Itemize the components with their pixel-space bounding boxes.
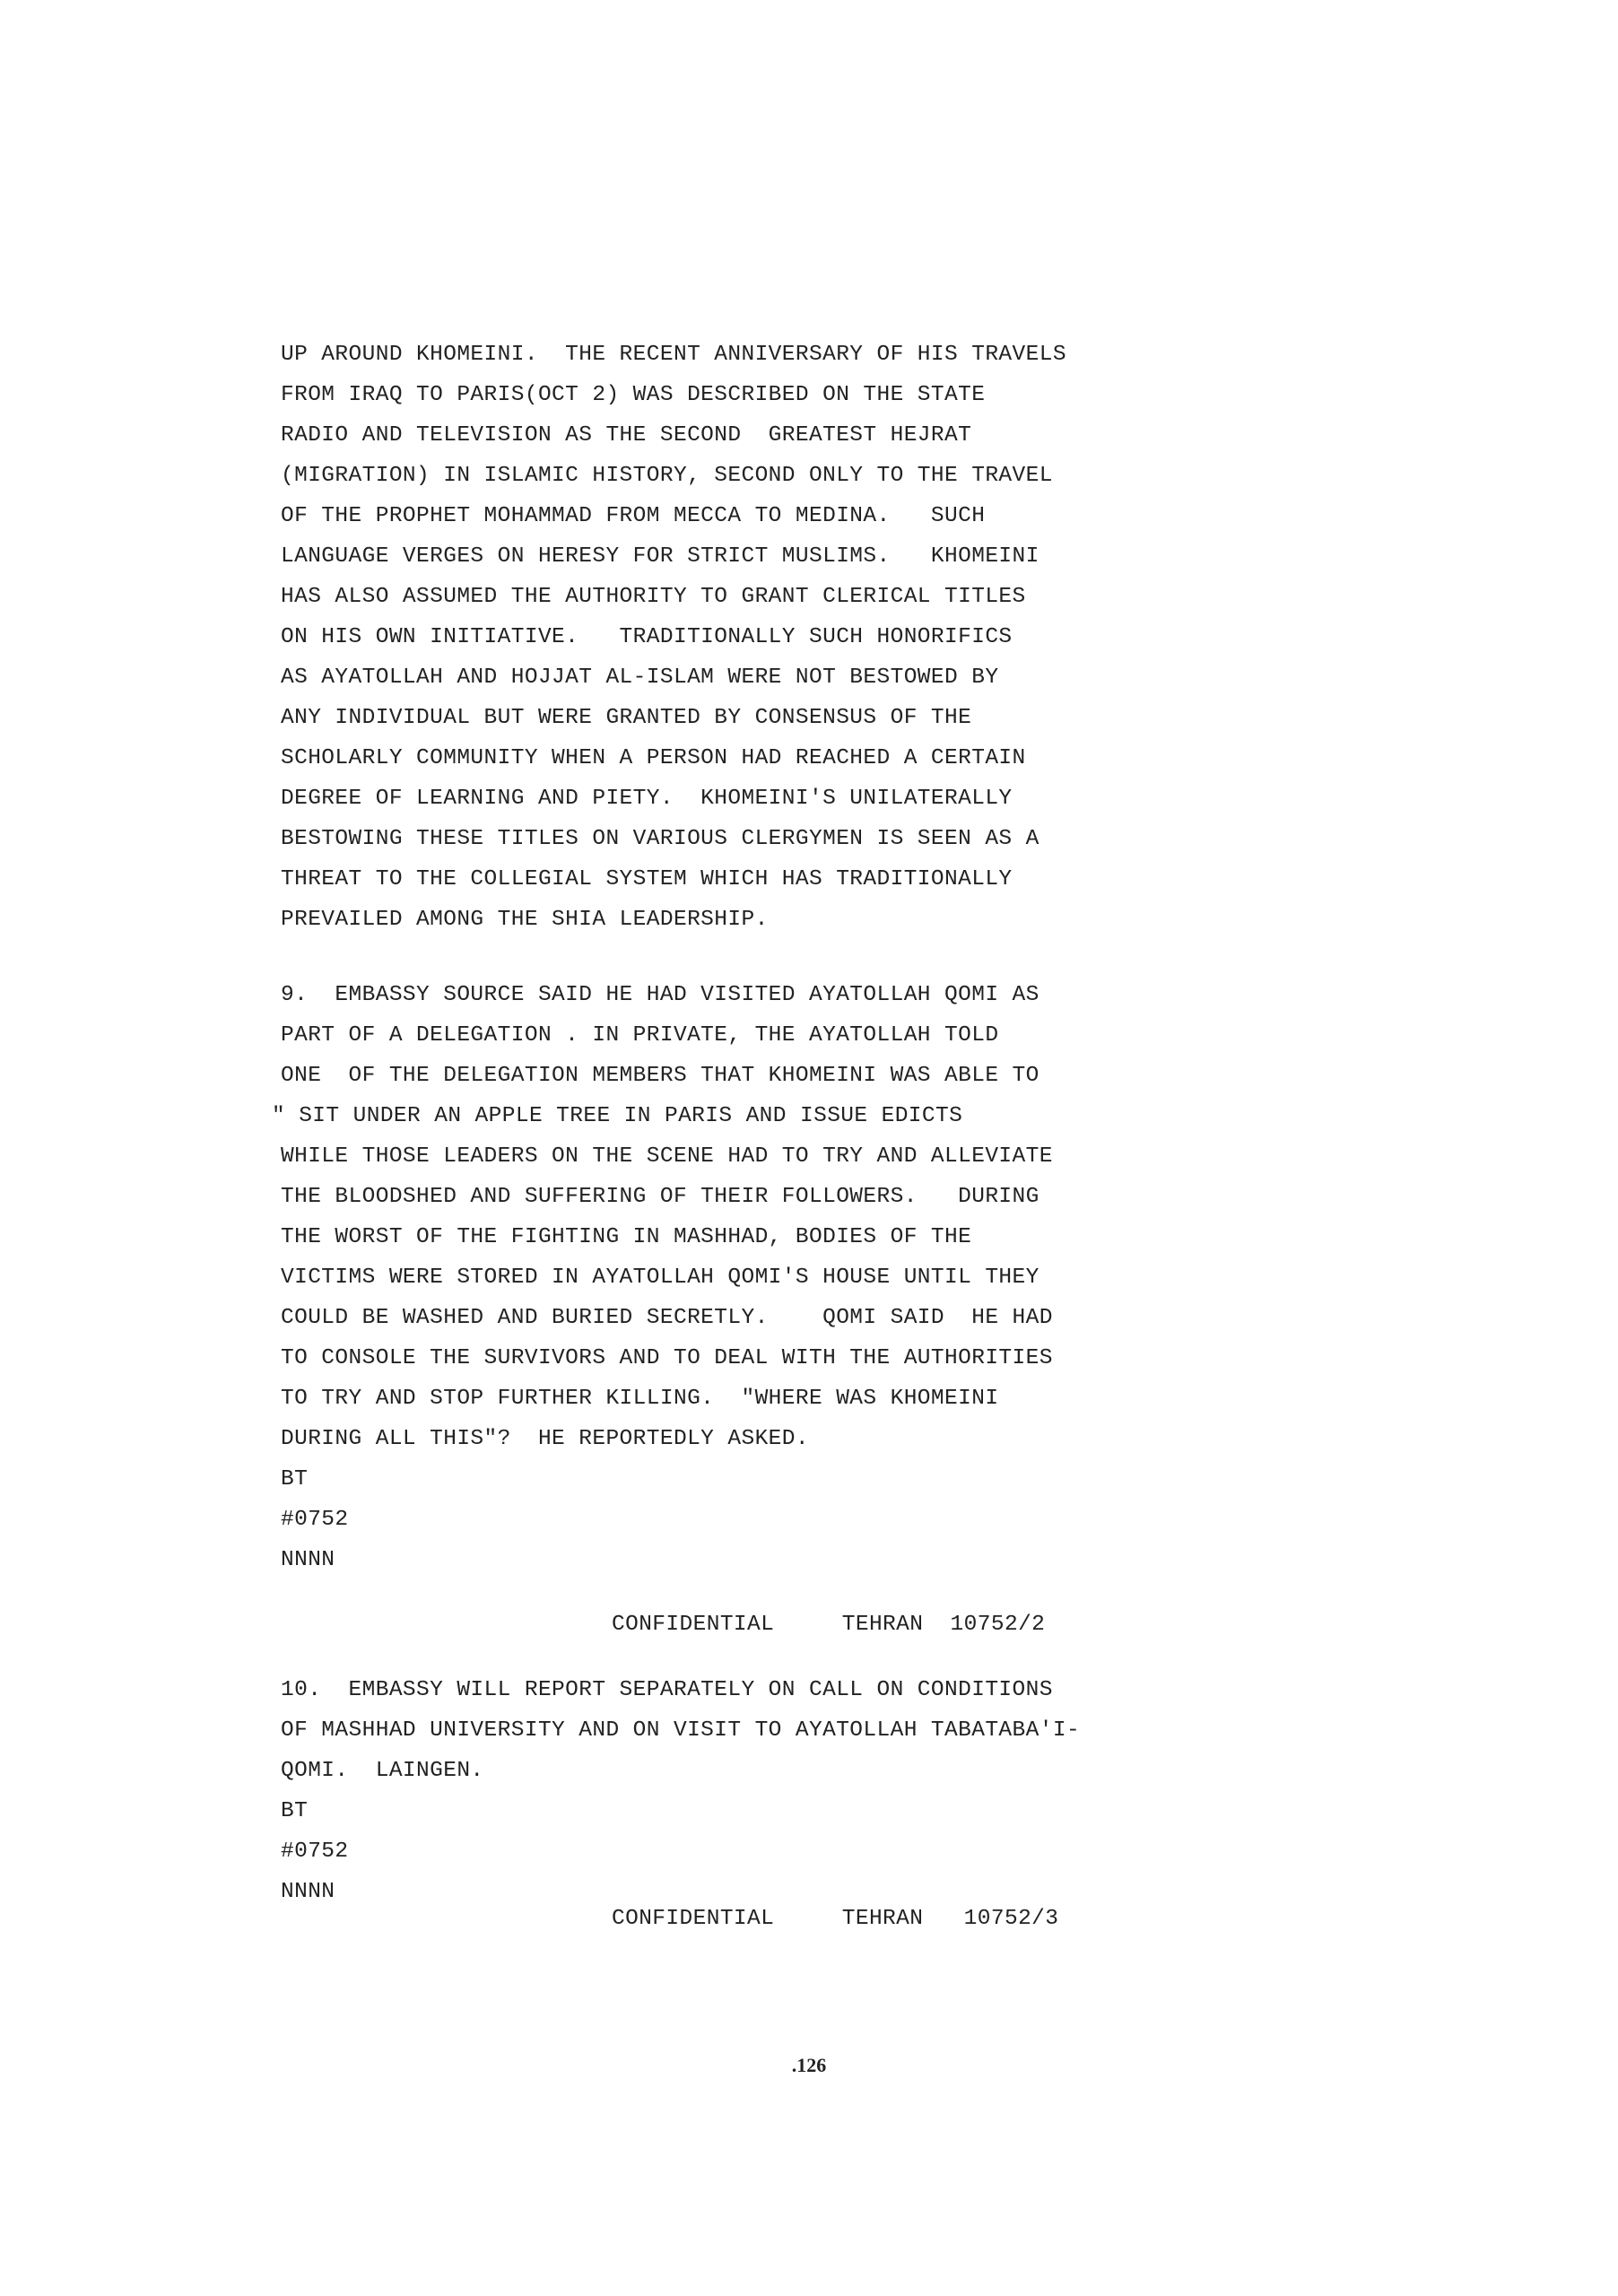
message-number: #0752: [281, 1508, 349, 1532]
text-line: HAS ALSO ASSUMED THE AUTHORITY TO GRANT CLERICAL TITLES: [281, 585, 1026, 609]
text-line: BESTOWING THESE TITLES ON VARIOUS CLERGYMEN IS SEEN AS A: [281, 827, 1040, 851]
confidential-header-3: CONFIDENTIAL TEHRAN 10752/3: [612, 1907, 1059, 1931]
text-line: PREVAILED AMONG THE SHIA LEADERSHIP.: [281, 908, 769, 932]
text-line: COULD BE WASHED AND BURIED SECRETLY. QOMI SAID HE HAD: [281, 1306, 1053, 1330]
confidential-header-2: CONFIDENTIAL TEHRAN 10752/2: [612, 1613, 1046, 1637]
text-line: TO TRY AND STOP FURTHER KILLING. "WHERE WAS KHOMEINI: [281, 1387, 999, 1411]
text-line: ONE OF THE DELEGATION MEMBERS THAT KHOMEINI WAS ABLE TO: [281, 1064, 1040, 1088]
message-number: #0752: [281, 1839, 349, 1864]
end-marker-bt: BT: [281, 1467, 309, 1492]
text-line: OF MASHHAD UNIVERSITY AND ON VISIT TO AYATOLLAH TABATABA'I-: [281, 1718, 1081, 1743]
text-line: FROM IRAQ TO PARIS(OCT 2) WAS DESCRIBED ON THE STATE: [281, 383, 986, 407]
text-line: LANGUAGE VERGES ON HERESY FOR STRICT MUSLIMS. KHOMEINI: [281, 544, 1040, 569]
text-line: ANY INDIVIDUAL BUT WERE GRANTED BY CONSENSUS OF THE: [281, 706, 972, 730]
text-line: RADIO AND TELEVISION AS THE SECOND GREATEST HEJRAT: [281, 423, 972, 448]
text-line: WHILE THOSE LEADERS ON THE SCENE HAD TO TRY AND ALLEVIATE: [281, 1144, 1053, 1169]
text-line: 9. EMBASSY SOURCE SAID HE HAD VISITED AYATOLLAH QOMI AS: [281, 983, 1040, 1007]
end-marker-nnnn: NNNN: [281, 1548, 335, 1572]
text-line: THE BLOODSHED AND SUFFERING OF THEIR FOLLOWERS. DURING: [281, 1185, 1040, 1209]
paragraph-continuation: [281, 335, 1231, 940]
text-line: 10. EMBASSY WILL REPORT SEPARATELY ON CALL ON CONDITIONS: [281, 1678, 1053, 1702]
text-line: VICTIMS WERE STORED IN AYATOLLAH QOMI'S HOUSE UNTIL THEY: [281, 1265, 1040, 1290]
end-marker-nnnn: NNNN: [281, 1880, 335, 1904]
text-line: (MIGRATION) IN ISLAMIC HISTORY, SECOND ONLY TO THE TRAVEL: [281, 464, 1053, 488]
text-line: OF THE PROPHET MOHAMMAD FROM MECCA TO MEDINA. SUCH: [281, 504, 986, 528]
paragraph-9: [272, 975, 1231, 1580]
text-line: THREAT TO THE COLLEGIAL SYSTEM WHICH HAS TRADITIONALLY: [281, 867, 1013, 891]
text-line: AS AYATOLLAH AND HOJJAT AL-ISLAM WERE NOT BESTOWED BY: [281, 665, 999, 690]
text-line: " SIT UNDER AN APPLE TREE IN PARIS AND ISSUE EDICTS: [272, 1104, 963, 1128]
page-number: .126: [791, 2054, 827, 2076]
text-line: PART OF A DELEGATION . IN PRIVATE, THE AYATOLLAH TOLD: [281, 1023, 999, 1048]
paragraph-10: [281, 1670, 1231, 1912]
end-marker-bt: BT: [281, 1799, 309, 1823]
text-line: SCHOLARLY COMMUNITY WHEN A PERSON HAD REACHED A CERTAIN: [281, 746, 1026, 770]
text-line: THE WORST OF THE FIGHTING IN MASHHAD, BODIES OF THE: [281, 1225, 972, 1249]
text-line: DURING ALL THIS"? HE REPORTEDLY ASKED.: [281, 1427, 809, 1451]
text-line: ON HIS OWN INITIATIVE. TRADITIONALLY SUCH HONORIFICS: [281, 625, 1013, 649]
text-line: TO CONSOLE THE SURVIVORS AND TO DEAL WITH THE AUTHORITIES: [281, 1346, 1053, 1370]
text-line: UP AROUND KHOMEINI. THE RECENT ANNIVERSARY OF HIS TRAVELS: [281, 343, 1066, 367]
text-line: DEGREE OF LEARNING AND PIETY. KHOMEINI'S UNILATERALLY: [281, 787, 1013, 811]
text-line: QOMI. LAINGEN.: [281, 1759, 484, 1783]
